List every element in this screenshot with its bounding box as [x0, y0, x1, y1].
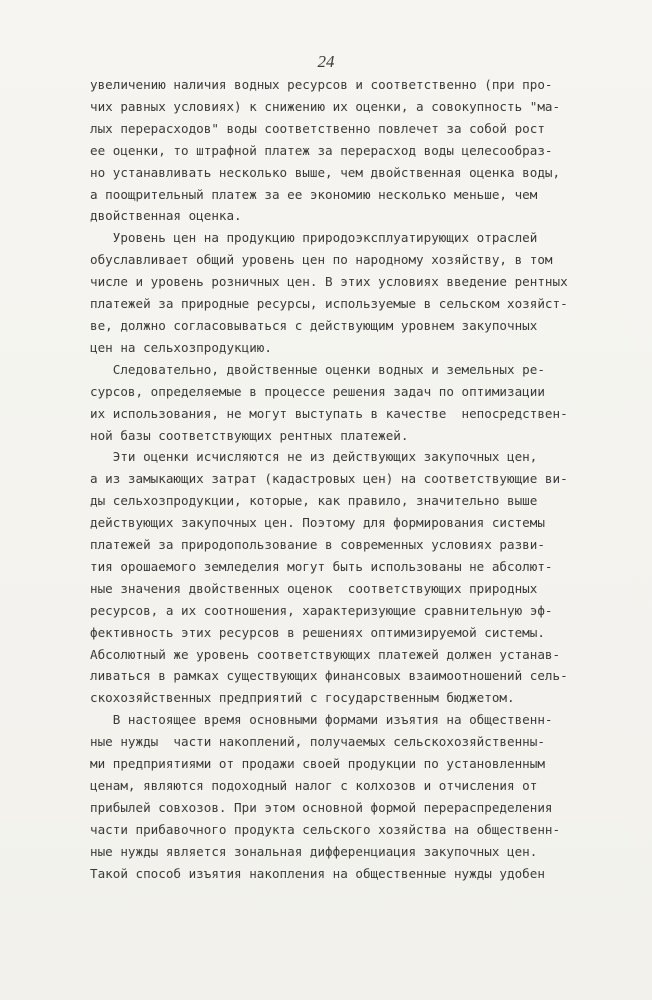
text-line: Эти оценки исчисляются не из действующих закупочных цен, — [90, 449, 538, 465]
text-line: действующих закупочных цен. Поэтому для формирования системы — [90, 515, 545, 531]
text-line: фективность этих ресурсов в решениях оптимизируемой системы. — [90, 624, 545, 640]
text-line: а из замыкающих затрат (кадастровых цен) на соответствующие ви- — [90, 471, 568, 487]
text-line: ные значения двойственных оценок соответствующих природных — [90, 580, 538, 596]
text-line: их использования, не могут выступать в качестве непосредствен- — [90, 405, 568, 421]
text-line: ве, должно согласовываться с действующим уровнем закупочных — [90, 317, 538, 333]
text-line: числе и уровень розничных цен. В этих условиях введение рентных — [90, 274, 568, 290]
text-line: обуславливает общий уровень цен по народному хозяйству, в том — [90, 252, 553, 268]
text-line: ды сельхозпродукции, которые, как правило, значительно выше — [90, 493, 538, 509]
text-line: ресурсов, а их соотношения, характеризующие сравнительную эф- — [90, 602, 553, 618]
text-line: Абсолютный же уровень соответствующих платежей должен устанав- — [90, 646, 561, 662]
text-line: платежей за природные ресурсы, используемые в сельском хозяйст- — [90, 296, 568, 312]
text-line: скохозяйственных предприятий с государственным бюджетом. — [90, 690, 515, 706]
text-line: ее оценки, то штрафной платеж за перерасход воды целесообраз- — [90, 142, 553, 158]
text-line: цен на сельхозпродукцию. — [90, 339, 272, 355]
text-line: В настоящее время основными формами изъятия на общественн- — [90, 712, 553, 728]
paragraph — [90, 227, 580, 358]
paragraph — [90, 709, 580, 884]
text-line: ные нужды части накоплений, получаемых сельскохозяйственны- — [90, 734, 545, 750]
text-line: Уровень цен на продукцию природоэксплуатирующих отраслей — [90, 230, 538, 246]
text-line: платежей за природопользование в современных условиях разви- — [90, 537, 545, 553]
text-line: двойственная оценка. — [90, 208, 242, 224]
text-line: а поощрительный платеж за ее экономию несколько меньше, чем — [90, 186, 538, 202]
text-line: прибылей совхозов. При этом основной формой перераспределения — [90, 799, 553, 815]
text-line: ми предприятиями от продажи своей продукции по установленным — [90, 756, 545, 772]
page-number: 24 — [317, 52, 335, 71]
text-line: лых перерасходов" воды соответственно повлечет за собой рост — [90, 120, 545, 136]
text-line: ные нужды является зональная дифференциация закупочных цен. — [90, 843, 538, 859]
text-line: увеличению наличия водных ресурсов и соответственно (при про- — [90, 77, 553, 92]
text-line: ной базы соответствующих рентных платежей. — [90, 427, 409, 443]
text-line: чих равных условиях) к снижению их оценки, а совокупность "ма- — [90, 98, 561, 114]
text-line: но устанавливать несколько выше, чем двойственная оценка воды, — [90, 164, 561, 180]
text-line: ливаться в рамках существующих финансовых взаимоотношений сель- — [90, 668, 568, 684]
text-line: ценам, являются подоходный налог с колхозов и отчисления от — [90, 778, 538, 793]
paragraph — [90, 74, 580, 227]
text-line: Такой способ изъятия накопления на общественные нужды удобен — [90, 865, 545, 881]
text-line: части прибавочного продукта сельского хозяйства на общественн- — [90, 821, 561, 837]
text-line: тия орошаемого земледелия могут быть использованы не абсолют- — [90, 558, 553, 574]
paragraph — [90, 359, 580, 447]
paragraph — [90, 446, 580, 709]
text-line: сурсов, определяемые в процессе решения задач по оптимизации — [90, 383, 545, 399]
text-line: Следовательно, двойственные оценки водных и земельных ре- — [90, 361, 545, 377]
document-body — [90, 74, 580, 885]
